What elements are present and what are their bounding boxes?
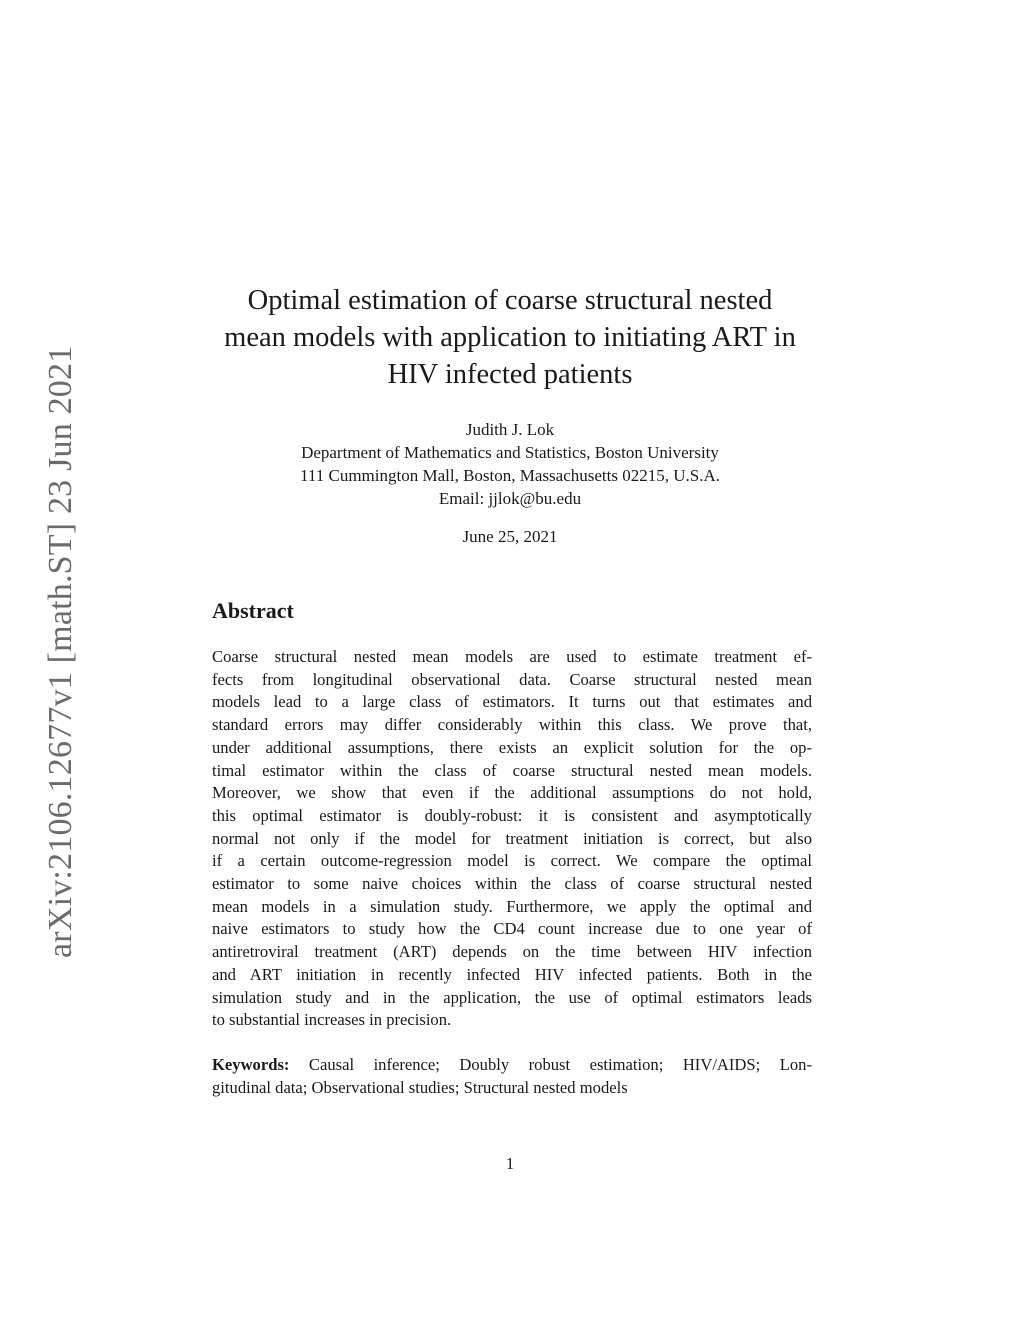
author-department: Department of Mathematics and Statistics, Boston University	[301, 443, 719, 462]
arxiv-identifier-stamp: arXiv:2106.12677v1 [math.ST] 23 Jun 2021	[42, 345, 79, 958]
abstract-line: if a certain outcome-regression model is correct. We compare the optimal	[212, 851, 812, 871]
abstract-heading: Abstract	[212, 598, 294, 623]
title-line: mean models with application to initiating ART in	[224, 322, 796, 353]
abstract-line: Moreover, we show that even if the additional assumptions do not hold,	[212, 783, 812, 803]
abstract-line: fects from longitudinal observational data. Coarse structural nested mean	[212, 669, 812, 689]
abstract-line: estimator to some naive choices within the class of coarse structural nested	[212, 874, 812, 894]
abstract-line: under additional assumptions, there exists an explicit solution for the op-	[212, 737, 812, 757]
abstract-line: models lead to a large class of estimators. It turns out that estimates and	[212, 692, 812, 712]
keywords-line	[212, 1053, 812, 1076]
title-line: HIV infected patients	[387, 359, 633, 390]
abstract-line: normal not only if the model for treatment initiation is correct, but also	[212, 828, 812, 848]
keywords-section	[212, 1053, 812, 1099]
abstract-line: antiretroviral treatment (ART) depends on the time between HIV infection	[212, 942, 812, 962]
keywords-label: Keywords:	[212, 1055, 290, 1074]
abstract-body	[212, 646, 812, 1032]
abstract-line: mean models in a simulation study. Furthermore, we apply the optimal and	[212, 896, 812, 916]
author-address: 111 Cummington Mall, Boston, Massachusetts 02215, U.S.A.	[300, 466, 720, 485]
abstract-line: timal estimator within the class of coarse structural nested mean models.	[212, 760, 812, 780]
abstract-line: simulation study and in the application, the use of optimal estimators leads	[212, 987, 812, 1007]
paper-date: June 25, 2021	[462, 527, 558, 546]
keywords-text: Causal inference; Doubly robust estimation; HIV/AIDS; Lon-	[308, 1055, 812, 1074]
abstract-line: and ART initiation in recently infected HIV infected patients. Both in the	[212, 964, 812, 984]
author-block	[150, 418, 870, 510]
paper-title	[150, 282, 870, 393]
abstract-line: naive estimators to study how the CD4 count increase due to one year of	[212, 919, 812, 939]
title-line: Optimal estimation of coarse structural nested	[247, 285, 773, 316]
page-number: 1	[505, 1154, 515, 1173]
abstract-line: this optimal estimator is doubly-robust: it is consistent and asymptotically	[212, 805, 812, 825]
abstract-line: standard errors may differ considerably within this class. We prove that,	[212, 715, 812, 735]
abstract-line: Coarse structural nested mean models are used to estimate treatment ef-	[212, 647, 812, 666]
author-name: Judith J. Lok	[465, 420, 555, 439]
abstract-line: to substantial increases in precision.	[212, 1010, 452, 1030]
keywords-line: gitudinal data; Observational studies; Structural nested models	[212, 1078, 628, 1097]
author-email: Email: jjlok@bu.edu	[438, 489, 582, 508]
